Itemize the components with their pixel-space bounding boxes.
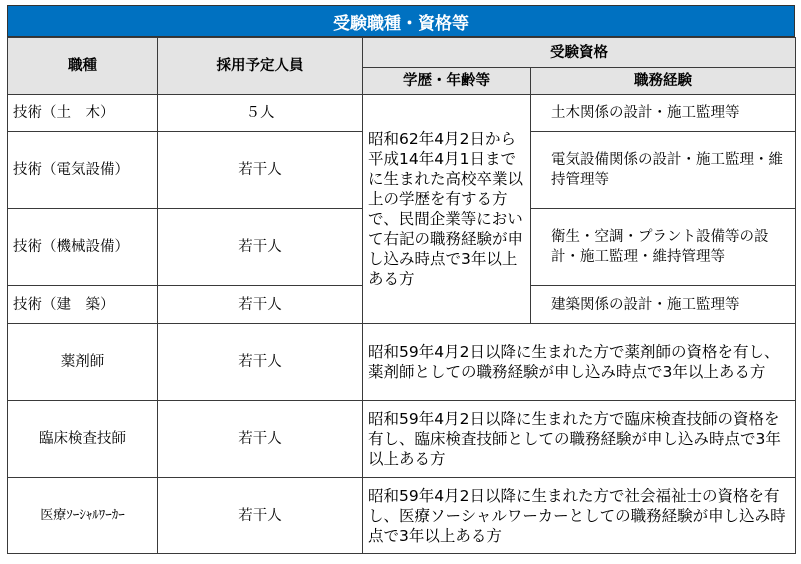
header-education-age: 学歴・年齢等 — [363, 68, 531, 95]
planned-cell: 若干人 — [158, 209, 363, 286]
job-cell: 薬剤師 — [8, 324, 158, 401]
header-job: 職種 — [8, 38, 158, 95]
job-cell: 臨床検査技師 — [8, 401, 158, 478]
planned-cell: 若干人 — [158, 286, 363, 324]
experience-cell: 電気設備関係の設計・施工監理・維持管理等 — [531, 132, 796, 209]
planned-cell: 若干人 — [158, 132, 363, 209]
planned-cell: 若干人 — [158, 324, 363, 401]
job-cell: 医療ｿｰｼｬﾙﾜｰｶｰ — [8, 478, 158, 554]
header-planned: 採用予定人員 — [158, 38, 363, 95]
table-row — [8, 95, 796, 132]
table-row — [8, 478, 796, 554]
qualification-cell: 昭和59年4月2日以降に生まれた方で社会福祉士の資格を有し、医療ソーシャルワーカーとしての職務経験が申し込み時点で3年以上ある方 — [363, 478, 796, 554]
table-row — [8, 324, 796, 401]
job-cell: 技術（電気設備） — [8, 132, 158, 209]
header-row-1 — [8, 38, 796, 68]
table-row — [8, 401, 796, 478]
experience-cell: 土木関係の設計・施工監理等 — [531, 95, 796, 132]
qualification-cell: 昭和59年4月2日以降に生まれた方で臨床検査技師の資格を有し、臨床検査技師としての職務経験が申し込み時点で3年以上ある方 — [363, 401, 796, 478]
header-experience: 職務経験 — [531, 68, 796, 95]
job-cell: 技術（土 木） — [8, 95, 158, 132]
header-qualification: 受験資格 — [363, 38, 796, 68]
qualification-cell: 昭和59年4月2日以降に生まれた方で薬剤師の資格を有し、薬剤師としての職務経験が申し込み時点で3年以上ある方 — [363, 324, 796, 401]
job-cell: 技術（建 築） — [8, 286, 158, 324]
planned-cell: ５人 — [158, 95, 363, 132]
planned-cell: 若干人 — [158, 478, 363, 554]
experience-cell: 建築関係の設計・施工監理等 — [531, 286, 796, 324]
planned-cell: 若干人 — [158, 401, 363, 478]
qualification-table — [7, 37, 796, 554]
job-cell: 技術（機械設備） — [8, 209, 158, 286]
experience-cell: 衛生・空調・プラント設備等の設計・施工監理・維持管理等 — [531, 209, 796, 286]
education-cell: 昭和62年4月2日から平成14年4月1日までに生まれた高校卒業以上の学歴を有する方で、民間企業等において右記の職務経験が申し込み時点で3年以上ある方 — [363, 95, 531, 324]
qualification-table-container — [7, 5, 795, 554]
table-title: 受験職種・資格等 — [7, 5, 795, 37]
